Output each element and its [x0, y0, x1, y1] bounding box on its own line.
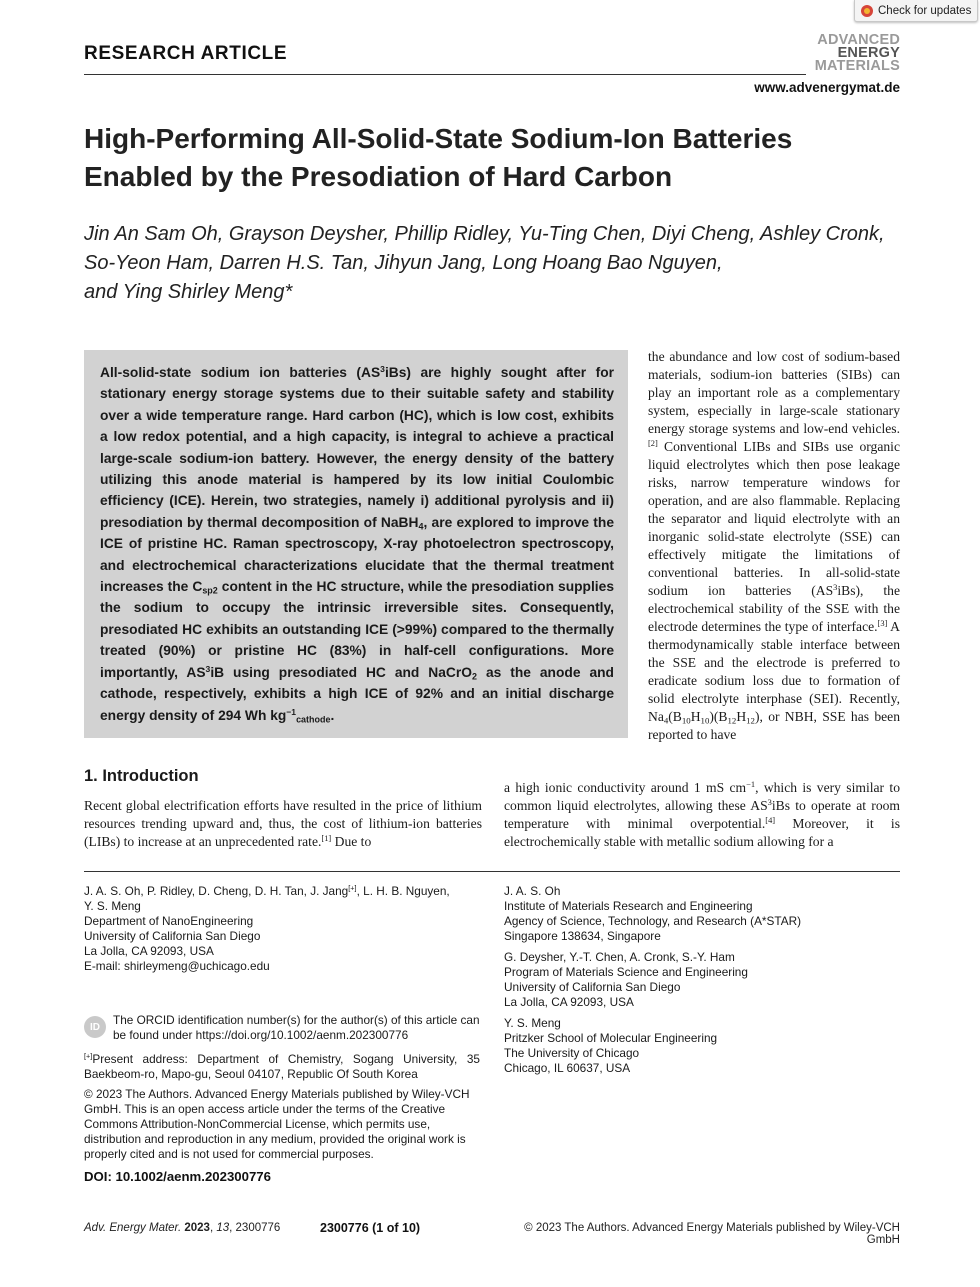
body-text-left-column: Recent global electrification efforts have resulted in the price of lithium resources trending upward and, thus, the cost of lithium-ion batteries (LIBs) to increase at an unprecedented rate.[1] Due to	[84, 798, 482, 849]
footer-copyright: © 2023 The Authors. Advanced Energy Materials published by Wiley-VCH GmbH	[524, 1222, 900, 1246]
footnote-divider	[84, 871, 900, 872]
body-text-right-continued: a high ionic conductivity around 1 mS $cm^{-1}$, which is very similar to common liquid electrolytes, allowing these $AS^3iBs$ to operate at room temperature with minimal overpotential.[4] Moreover, it is electrochemically stable with metallic sodium allowing for a	[504, 778, 900, 849]
doi-link[interactable]: DOI: 10.1002/aenm.202300776	[84, 1169, 271, 1184]
affiliation-left: J. A. S. Oh, P. Ridley, D. Cheng, D. H. Tan, J. Jang[+], L. H. B. Nguyen, Y. S. Meng Department of NanoEngineering University of California San Diego La Jolla, CA 92093, USA E-mail: shirleymeng@uchicago.edu	[84, 884, 464, 974]
license-note: © 2023 The Authors. Advanced Energy Materials published by Wiley-VCH GmbH. This is an open access article under the terms of the Creative Commons Attribution-NonCommercial License, which permits use, distribution and reproduction in any medium, provided the original work is properly cited and is not used for commercial purposes.	[84, 1087, 470, 1161]
check-for-updates-button[interactable]	[854, 0, 978, 22]
orcid-note: The ORCID identification number(s) for the author(s) of this article can be found under https://doi.org/10.1002/aenm.202300776	[113, 1013, 480, 1042]
crossmark-icon	[861, 5, 873, 17]
header-divider	[84, 74, 806, 75]
abstract-box	[84, 350, 628, 738]
abstract-text: All-solid-state sodium ion batteries $(AS^3iBs)$ are highly sought after for stationary energy storage systems due to their suitable safety and stability over a wide temperature range. Hard carbon (HC), which is low cost, exhibits a low redox potential, and a high capacity, is integral to achieve a practical large-scale sodium-ion battery. However, the energy density of the battery utilizing this anode material is hampered by its low initial Coulombic efficiency (ICE). Herein, two strategies, namely i) additional pyrolysis and ii) presodiation by thermal decomposition of NaBH$_4$, are explored to improve the ICE of pristine HC. Raman spectroscopy, X-ray photoelectron spectroscopy, and electrochemical characterizations elucidate that the thermal treatment increases the $C_{sp2}$ content in the HC structure, while the presodiation supplies the sodium to occupy the intrinsic irreversible sites. Consequently, presodiated HC exhibits an outstanding ICE (>99%) compared to the thermally treated (90%) or pristine HC (83%) in half-cell configurations. More importantly, $AS^3iB$ using presodiated HC and NaCrO$_2$ as the anode and cathode, respectively, exhibits a high ICE of 92% and an initial discharge energy density of 294 Wh $kg^{-1}_{cathode}$.	[100, 363, 615, 725]
author-line: and Ying Shirley Meng*	[84, 281, 293, 303]
body-text-right-column: the abundance and low cost of sodium-based materials, sodium-ion batteries (SIBs) can play an important role as a complementary system, especially in large-scale stationary energy storage systems and low-end vehicles.[2] Conventional LIBs and SIBs use organic liquid electrolytes which then pose leakage risks, narrow temperature windows for operation, and are also flammable. Replacing the separator and liquid electrolyte with an inorganic solid-state electrolyte (SSE) can effectively mitigate the limitations of conventional batteries. In all-solid-state sodium ion batteries $(AS^3iBs)$, the electrochemical stability of the SSE with the electrode determines the type of interface.[3] A thermodynamically stable interface between the SSE and the electrode is preferred to eradicate sodium loss due to formation of solid electrolyte interphase (SEI). Recently, $Na_4(B_{10}H_{10})(B_{12}H_{12})$, or NBH, SSE has been reported to have	[648, 349, 900, 742]
citation-link[interactable]: [2]	[648, 437, 658, 448]
journal-logo-line: MATERIALS	[814, 58, 900, 74]
affiliation-block: Y. S. Meng Pritzker School of Molecular Engineering The University of Chicago Chicago, IL 60637, USA	[504, 1016, 718, 1075]
journal-logo	[808, 34, 900, 73]
citation-link[interactable]: [1]	[321, 832, 332, 843]
section-label: RESEARCH ARTICLE	[84, 43, 288, 64]
orcid-icon: ID	[84, 1016, 106, 1038]
author-line: Jin An Sam Oh, Grayson Deysher, Phillip Ridley, Yu-Ting Chen, Diyi Cheng, Ashley Cronk,	[84, 223, 885, 245]
section-heading-introduction: 1. Introduction	[84, 767, 199, 785]
journal-url-link[interactable]: www.advenergymat.de	[754, 80, 900, 95]
corresponding-email[interactable]: E-mail: shirleymeng@uchicago.edu	[84, 959, 270, 973]
footer-page-number: 2300776 (1 of 10)	[320, 1221, 421, 1235]
present-address-note: [+]Present address: Department of Chemistry, Sogang University, 35 Baekbeom-ro, Mapo-gu, Seoul 04107, Republic Of South Korea	[84, 1051, 480, 1081]
affiliation-right	[504, 884, 900, 1082]
article-title: High-Performing All-Solid-State Sodium-Ion Batteries Enabled by the Presodiation of Hard Carbon	[84, 123, 793, 192]
check-updates-label: Check for updates	[878, 4, 972, 17]
affiliation-block: J. A. S. Oh Institute of Materials Research and Engineering Agency of Science, Technology, and Research (A*STAR) Singapore 138634, Singapore	[504, 884, 802, 943]
citation-link[interactable]: [3]	[877, 617, 888, 628]
author-line: So-Yeon Ham, Darren H.S. Tan, Jihyun Jang, Long Hoang Bao Nguyen,	[84, 252, 723, 274]
citation-link[interactable]: [4]	[765, 814, 776, 825]
footer-citation: Adv. Energy Mater. 2023, 13, 2300776	[84, 1222, 281, 1234]
affiliation-block: G. Deysher, Y.-T. Chen, A. Cronk, S.-Y. Ham Program of Materials Science and Engineering University of California San Diego La Jolla, CA 92093, USA	[504, 950, 748, 1009]
journal-logo-line: ENERGY	[837, 45, 900, 61]
author-list	[84, 220, 914, 307]
journal-logo-line: ADVANCED	[817, 32, 900, 48]
